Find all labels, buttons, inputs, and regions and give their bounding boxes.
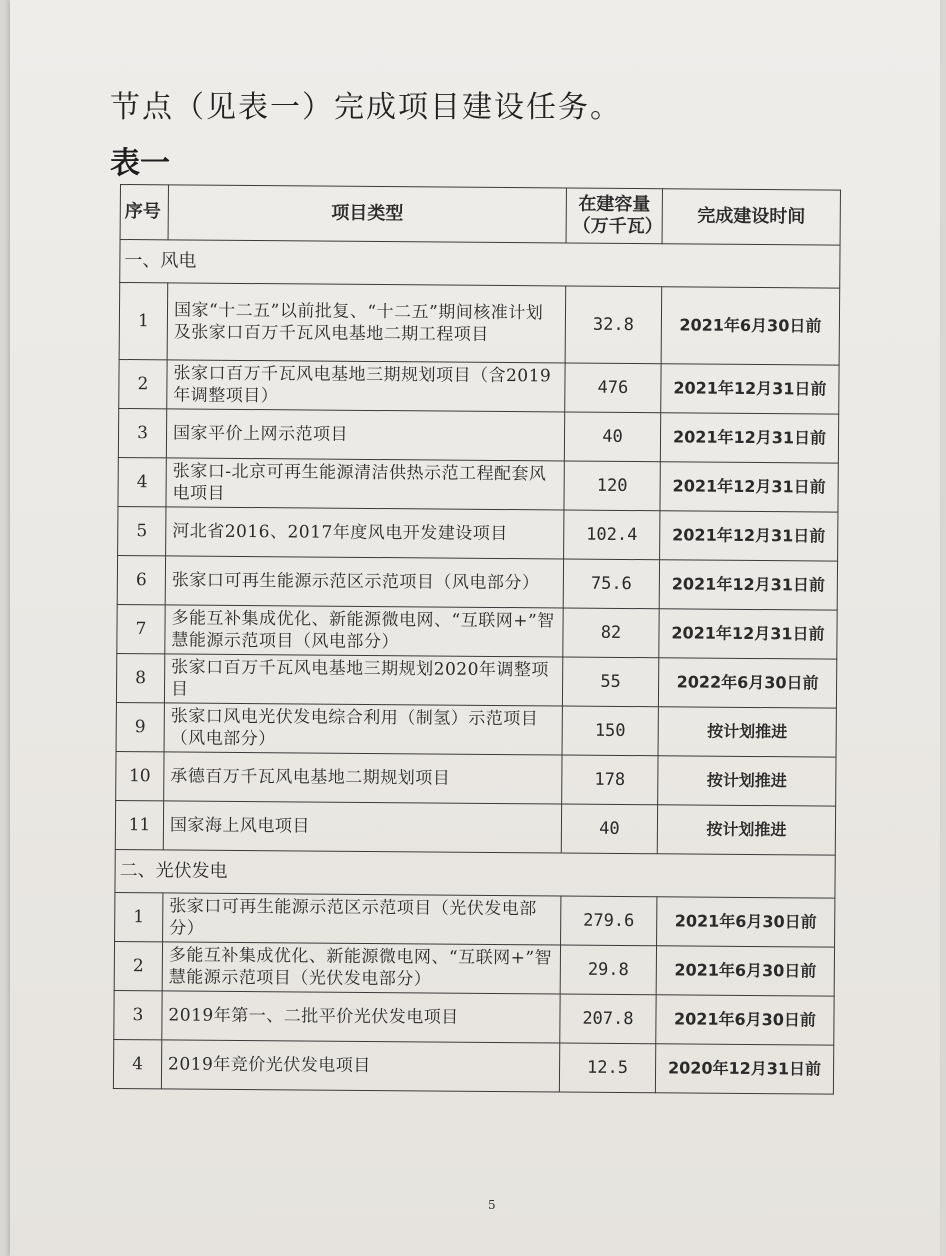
row-seq: 9 (116, 702, 164, 751)
row-seq: 1 (119, 283, 168, 360)
row-capacity: 40 (564, 412, 660, 462)
table-row (116, 751, 836, 806)
row-completion-time: 2021年6月30日前 (657, 897, 835, 947)
row-completion-time: 2021年12月31日前 (660, 511, 838, 561)
table-header-row (120, 185, 840, 246)
row-seq: 4 (118, 457, 166, 506)
table-row (118, 408, 838, 463)
row-completion-time: 2021年12月31日前 (660, 413, 838, 463)
row-seq: 6 (117, 555, 165, 604)
row-completion-time: 2021年6月30日前 (661, 287, 840, 365)
row-capacity: 150 (562, 706, 658, 756)
row-project-name: 国家海上风电项目 (163, 801, 561, 853)
header-project-type: 项目类型 (168, 185, 566, 243)
section-row (120, 240, 840, 289)
row-capacity: 32.8 (565, 286, 662, 364)
header-seq: 序号 (120, 185, 168, 240)
row-project-name: 张家口百万千瓦风电基地三期规划2020年调整项目 (164, 654, 562, 706)
intro-text: 节点（见表一）完成项目建设任务。 (110, 90, 622, 125)
table-row (116, 653, 836, 708)
row-project-name: 张家口可再生能源示范区示范项目（光伏发电部分） (163, 893, 561, 945)
document-page (10, 0, 940, 1256)
section-title: 一、风电 (120, 240, 840, 289)
row-capacity: 55 (562, 657, 658, 707)
table-title: 表一 (110, 146, 170, 181)
row-project-name: 张家口风电光伏发电综合利用（制氢）示范项目（风电部分） (164, 703, 562, 755)
table-row (117, 604, 837, 659)
row-capacity: 82 (563, 608, 659, 658)
row-completion-time: 2021年12月31日前 (659, 560, 837, 610)
row-seq: 3 (118, 408, 166, 457)
row-capacity: 102.4 (564, 510, 660, 560)
row-completion-time: 2022年6月30日前 (658, 658, 836, 708)
row-capacity: 40 (561, 804, 657, 854)
section-title: 二、光伏发电 (115, 849, 835, 898)
row-seq: 5 (118, 506, 166, 555)
row-seq: 4 (113, 1039, 161, 1088)
project-table (113, 184, 841, 1095)
table-row (117, 555, 837, 610)
row-completion-time: 按计划推进 (658, 756, 836, 806)
row-completion-time: 2021年6月30日前 (656, 995, 834, 1045)
row-completion-time: 2020年12月31日前 (655, 1044, 833, 1094)
row-completion-time: 按计划推进 (658, 707, 836, 757)
row-capacity: 120 (564, 461, 660, 511)
table-row (115, 800, 835, 855)
table-row (113, 1039, 833, 1094)
table-row (116, 702, 836, 757)
table-row (118, 506, 838, 561)
row-completion-time: 2021年6月30日前 (656, 946, 834, 996)
row-project-name: 2019年第一、二批平价光伏发电项目 (162, 991, 560, 1043)
table-row (114, 941, 834, 996)
row-project-name: 多能互补集成优化、新能源微电网、“互联网+”智慧能源示范项目（光伏发电部分） (162, 942, 560, 994)
header-capacity: 在建容量（万千瓦） (566, 188, 662, 244)
row-completion-time: 按计划推进 (657, 805, 835, 855)
row-capacity: 207.8 (560, 994, 656, 1044)
table-row (114, 990, 834, 1045)
row-capacity: 29.8 (560, 945, 656, 995)
table-row (119, 283, 840, 366)
header-completion-time: 完成建设时间 (662, 189, 840, 245)
row-completion-time: 2021年12月31日前 (660, 462, 838, 512)
row-seq: 11 (115, 800, 163, 849)
row-seq: 1 (115, 892, 163, 941)
row-project-name: 张家口可再生能源示范区示范项目（风电部分） (165, 556, 563, 608)
row-project-name: 2019年竞价光伏发电项目 (161, 1040, 559, 1092)
row-project-name: 国家“十二五”以前批复、“十二五”期间核准计划及张家口百万千瓦风电基地二期工程项目 (167, 283, 566, 363)
row-capacity: 12.5 (559, 1043, 655, 1093)
row-seq: 10 (116, 751, 164, 800)
row-project-name: 承德百万千瓦风电基地二期规划项目 (164, 752, 562, 804)
row-project-name: 张家口-北京可再生能源清洁供热示范工程配套风电项目 (166, 458, 564, 510)
table-row (119, 359, 839, 414)
row-capacity: 279.6 (561, 896, 657, 946)
table-row (115, 892, 835, 947)
row-seq: 3 (114, 990, 162, 1039)
page-number: 5 (488, 1198, 496, 1212)
row-seq: 7 (117, 604, 165, 653)
row-capacity: 75.6 (563, 559, 659, 609)
section-row (115, 849, 835, 898)
row-project-name: 张家口百万千瓦风电基地三期规划项目（含2019年调整项目） (167, 360, 565, 412)
table-row (118, 457, 838, 512)
row-seq: 2 (119, 359, 167, 408)
row-seq: 2 (114, 941, 162, 990)
row-project-name: 河北省2016、2017年度风电开发建设项目 (166, 507, 564, 559)
row-seq: 8 (116, 653, 164, 702)
row-capacity: 178 (562, 755, 658, 805)
row-project-name: 多能互补集成优化、新能源微电网、“互联网+”智慧能源示范项目（风电部分） (165, 605, 563, 657)
row-completion-time: 2021年12月31日前 (661, 364, 839, 414)
row-project-name: 国家平价上网示范项目 (166, 409, 564, 461)
row-capacity: 476 (565, 363, 661, 413)
row-completion-time: 2021年12月31日前 (659, 609, 837, 659)
